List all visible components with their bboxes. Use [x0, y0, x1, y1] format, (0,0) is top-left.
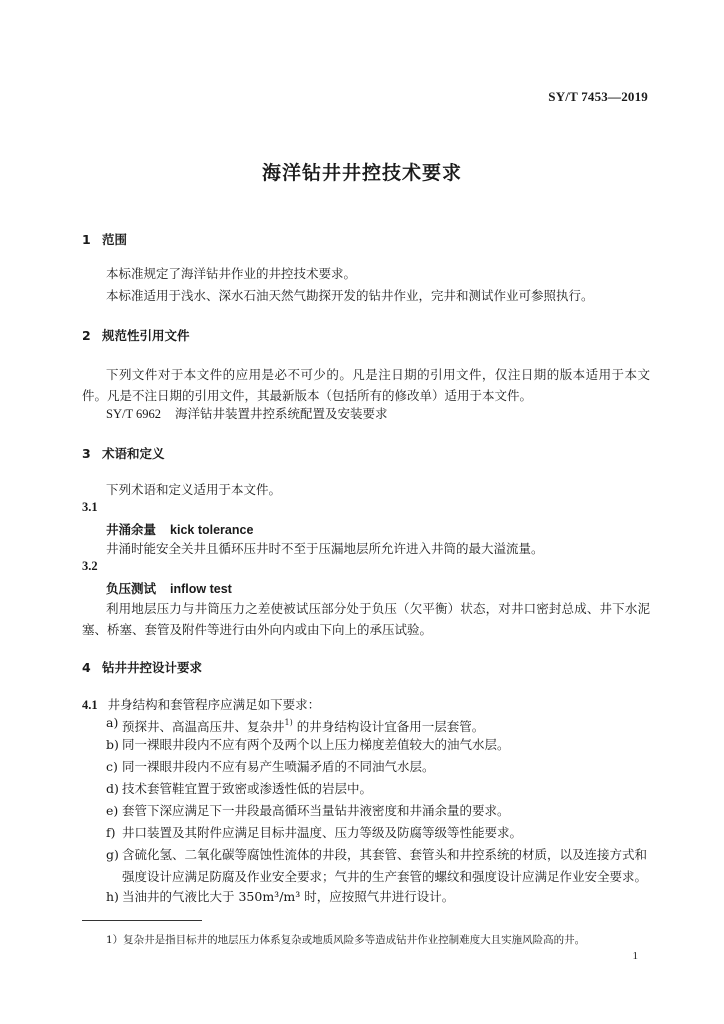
term-3-1-number: 3.1 — [82, 500, 98, 514]
clause-4-1-text: 井身结构和套管程序应满足如下要求： — [107, 697, 321, 712]
document-title: 海洋钻井井控技术要求 — [261, 162, 462, 184]
term-3-1-definition: 井涌时能安全关井且循环压井时不至于压漏地层所允许进入井筒的最大溢流量。 — [106, 541, 544, 556]
section-4-title: 钻井井控设计要求 — [102, 660, 203, 675]
section-1-paragraph-1: 本标准规定了海洋钻井作业的井控技术要求。 — [106, 266, 357, 281]
section-2-title: 规范性引用文件 — [102, 328, 190, 343]
list-item: a) 预探井、高温高压井、复杂井$^{1)}$ 的井身结构设计宜备用一层套管。 — [106, 715, 485, 734]
section-1-number: 1 — [82, 232, 91, 247]
page-number: 1 — [632, 950, 638, 962]
section-2-heading — [82, 326, 190, 344]
section-1-heading — [82, 230, 127, 248]
standard-number: SY/T 7453—2019 — [548, 89, 648, 104]
list-item: e) 套管下深应满足下一井段最高循环当量钻井液密度和井涌余量的要求。 — [106, 803, 510, 818]
reference-title: 海洋钻井装置井控系统配置及安装要求 — [175, 406, 388, 421]
footnote-divider — [82, 920, 202, 921]
list-item: g) 含硫化氢、二氧化碳等腐蚀性流体的井段，其套管、套管头和井控系统的材质，以及连接方式和强度设计应满足防腐及作业安全要求；气井的生产套管的螺纹和强度设计应满足作业安全要求。 — [106, 847, 648, 884]
list-item: f) 井口装置及其附件应满足目标井温度、压力等级及防腐等级等性能要求。 — [106, 825, 523, 840]
list-item: h) 当油井的气液比大于 350m³/m³ 时，应按照气井进行设计。 — [106, 889, 455, 904]
term-3-1-en: kick tolerance — [170, 523, 254, 537]
section-1-title: 范围 — [102, 232, 128, 247]
term-3-2-en: inflow test — [170, 582, 232, 596]
section-3-title: 术语和定义 — [102, 446, 165, 461]
term-3-2-name — [106, 579, 232, 597]
term-3-1-zh: 井涌余量 — [106, 522, 157, 537]
section-3-intro: 下列术语和定义适用于本文件。 — [106, 482, 282, 497]
section-4-number: 4 — [82, 660, 91, 675]
footnote-marker: 1) — [284, 718, 293, 727]
term-3-2-definition: 利用地层压力与井筒压力之差使被试压部分处于负压（欠平衡）状态，对井口密封总成、井下水泥塞、桥塞、套管及附件等进行由外向内或由下向上的承压试验。 — [82, 601, 650, 637]
list-item: c) 同一裸眼井段内不应有易产生喷漏矛盾的不同油气水层。 — [106, 759, 435, 774]
section-2-paragraph: 下列文件对于本文件的应用是必不可少的。凡是注日期的引用文件，仅注日期的版本适用于本文件。凡是不注日期的引用文件，其最新版本（包括所有的修改单）适用于本文件。 — [82, 367, 650, 403]
section-3-heading — [82, 444, 165, 462]
normative-reference — [106, 405, 388, 423]
section-3-number: 3 — [82, 446, 91, 461]
reference-code: SY/T 6962 — [106, 407, 161, 421]
clause-4-1 — [82, 695, 320, 713]
section-2-number: 2 — [82, 328, 91, 343]
term-3-2-number: 3.2 — [82, 559, 98, 573]
section-1-paragraph-2: 本标准适用于浅水、深水石油天然气勘探开发的钻井作业，完井和测试作业可参照执行。 — [106, 288, 594, 303]
list-item: b) 同一裸眼井段内不应有两个及两个以上压力梯度差值较大的油气水层。 — [106, 737, 510, 752]
term-3-1-name — [106, 520, 253, 538]
clause-4-1-number: 4.1 — [82, 698, 98, 712]
footnote: 1）复杂井是指目标井的地层压力体系复杂或地质风险多等造成钻井作业控制难度大且实施风险高的井。 — [106, 934, 586, 946]
list-item: d) 技术套管鞋宜置于致密或渗透性低的岩层中。 — [106, 781, 373, 796]
section-4-heading — [82, 658, 202, 676]
term-3-2-zh: 负压测试 — [106, 581, 157, 596]
